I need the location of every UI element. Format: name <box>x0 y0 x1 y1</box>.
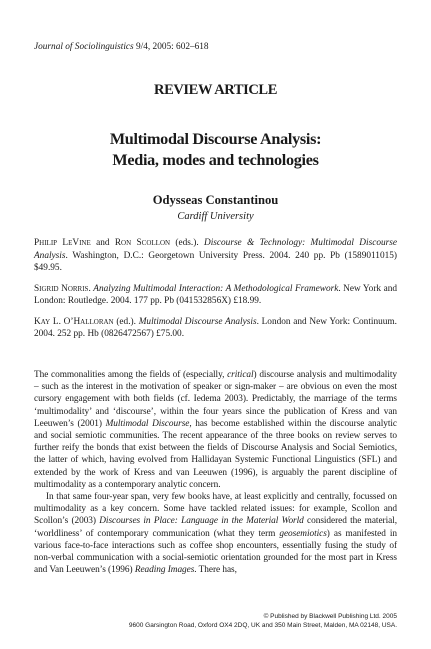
copyright-line: © Published by Blackwell Publishing Ltd. 2005 <box>263 613 397 620</box>
book-authors: Kay L. O’Halloran <box>34 316 114 327</box>
publisher-address: 9600 Garsington Road, Oxford OX4 2DQ, UK and 350 Main Street, Malden, MA 02148, USA. <box>128 622 397 629</box>
body-paragraph: The commonalities among the fields of (especially, critical) discourse analysis and multimodality – such as the interest in the motivation of speaker or sign-maker – are obvious on even the most cursory engagement with both fields (cf. Iedema 2003). Predictably, the marriage of the terms ‘multimodality’ and ‘discourse’, within the four years since the publication of Kress and van Leeuwen’s (2001) Multimodal Discourse, has become established within the discourse analytic and social semiotic communities. The recent appearance of the three books on review serves to further reify the bonds that exist between the fields of Discourse Analysis and Social Semiotics, the latter of which, having evolved from Hallidayan Systemic Functional Linguistics (SFL) and extended by the work of Kress and van Leeuwen (1996), is arguably the parent discipline of multimodality as a contemporary analytic concern. <box>34 370 397 490</box>
title-line-1: Multimodal Discourse Analysis: <box>109 130 322 148</box>
book-title: Discourse & Technology: Multimodal Discourse Analysis <box>34 238 397 261</box>
book-entry: Sigrid Norris. Analyzing Multimodal Interaction: A Methodological Framework. New York and London: Routledge. 2004. 177 pp. Pb (041532856X) £18.99. <box>34 283 397 306</box>
book-title: Multimodal Discourse Analysis <box>138 316 257 327</box>
book-entry: Kay L. O’Halloran (ed.). Multimodal Discourse Analysis. London and New York: Continuum. 2004. 252 pp. Hb (0826472567) £75.00. <box>34 316 397 339</box>
author-name: Odysseas Constantinou <box>152 193 279 207</box>
article-type: REVIEW ARTICLE <box>154 82 277 98</box>
author-affiliation: Cardiff University <box>177 211 254 222</box>
book-entry: Philip LeVine and Ron Scollon (eds.). Discourse & Technology: Multimodal Discourse Analysis. Washington, D.C.: Georgetown University Press. 2004. 240 pp. Pb (1589011015) $49.95. <box>34 238 397 273</box>
publisher-footer <box>34 612 397 630</box>
article-title <box>0 129 431 171</box>
journal-header <box>34 42 404 52</box>
journal-citation: 9/4, 2005: 602–618 <box>136 42 209 52</box>
book-details: . Washington, D.C.: Georgetown University Press. 2004. 240 pp. Pb (1589011015) $49.95. <box>34 250 397 273</box>
book-authors: Sigrid Norris <box>34 283 89 294</box>
book-title: Analyzing Multimodal Interaction: A Methodological Framework <box>93 283 339 294</box>
journal-name: Journal of Sociolinguistics <box>34 42 134 52</box>
reviewed-books <box>34 237 397 349</box>
book-details: . New York and London: Routledge. 2004. 177 pp. Pb (041532856X) £18.99. <box>34 283 397 306</box>
book-authors: Ron Scollon <box>114 238 171 248</box>
book-authors: Philip LeVine <box>34 238 91 248</box>
book-details: . London and New York: Continuum. 2004. 252 pp. Hb (0826472567) £75.00. <box>34 316 397 339</box>
article-body <box>34 369 397 576</box>
title-line-2: Media, modes and technologies <box>112 151 319 169</box>
body-paragraph: In that same four-year span, very few books have, at least explicitly and centrally, focussed on multimodality as a key concern. Some have tackled related issues: for example, Scollon and Scollon’s (2003) Discourses in Place: Language in the Material World considered the material, ‘worldliness’ of contemporary communication (what they term geosemiotics) as manifested in various face-to-face interactions such as coffee shop encounters, essentially fusing the study of non-verbal communication with a social-semiotic orientation grounded for the most part in Kress and Van Leeuwen’s (1996) Reading Images. There has, <box>34 492 397 576</box>
